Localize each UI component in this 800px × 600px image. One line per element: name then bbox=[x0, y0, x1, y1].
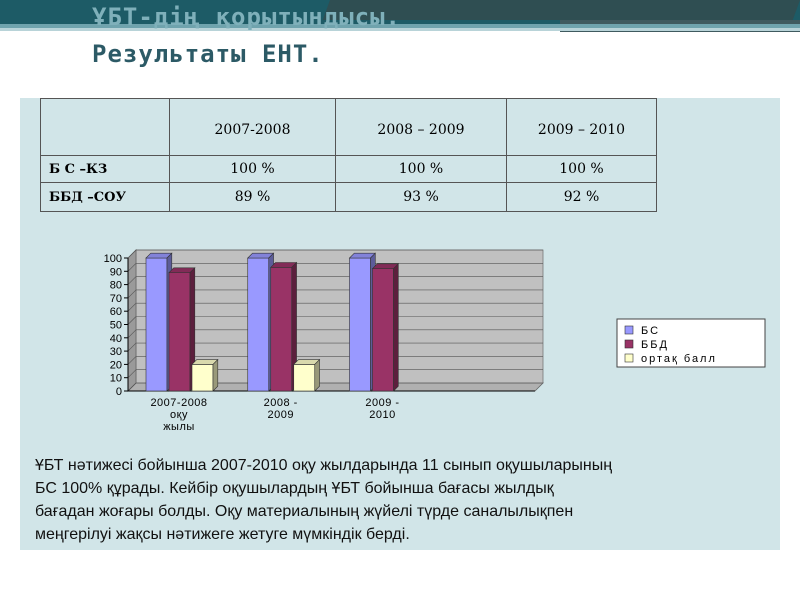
legend-swatch bbox=[625, 326, 633, 334]
paragraph-line: БС 100% құрады. Кейбір оқушылардың ҰБТ бойынша бағасы жылдық bbox=[35, 480, 554, 497]
x-tick-label: 2010 bbox=[369, 409, 396, 421]
bar bbox=[169, 273, 190, 391]
bar bbox=[192, 364, 213, 391]
table-cell: 93 % bbox=[336, 183, 507, 212]
y-tick-label: 80 bbox=[109, 279, 122, 292]
bar bbox=[271, 267, 292, 391]
results-table bbox=[40, 98, 657, 211]
y-tick-label: 60 bbox=[109, 306, 122, 319]
legend-label: ББД bbox=[641, 339, 669, 351]
x-tick-label: 2009 bbox=[267, 409, 294, 421]
legend-label: БС bbox=[641, 325, 661, 337]
row-label: ББД –СОУ bbox=[41, 183, 170, 212]
y-tick-label: 100 bbox=[103, 253, 122, 265]
paragraph-line: ҰБТ нәтижесі бойынша 2007-2010 оқу жылдарында 11 сынып оқушыларының bbox=[35, 457, 613, 474]
table-cell: 89 % bbox=[170, 183, 336, 212]
y-tick-label: 90 bbox=[109, 266, 122, 279]
x-tick-label: 2007-2008 bbox=[150, 397, 208, 409]
bar-side bbox=[315, 360, 320, 391]
bar bbox=[373, 269, 394, 391]
y-tick-label: 50 bbox=[109, 319, 122, 332]
y-tick-label: 30 bbox=[109, 346, 122, 359]
y-tick-label: 0 bbox=[115, 386, 122, 398]
bar-side bbox=[394, 264, 399, 391]
bar bbox=[146, 258, 167, 391]
table-header-cell: 2009 – 2010 bbox=[507, 99, 657, 156]
table-cell: 92 % bbox=[507, 183, 657, 212]
legend-label: ортақ балл bbox=[641, 353, 717, 365]
row-label: Б С –КЗ bbox=[41, 156, 170, 183]
x-tick-label: 2008 - bbox=[263, 397, 298, 409]
bar-side bbox=[213, 360, 218, 391]
bar bbox=[248, 258, 269, 391]
legend-swatch bbox=[625, 354, 633, 362]
paragraph-line: бағадан жоғары болды. Оқу материалының жүйелі түрде саналылықпен bbox=[35, 503, 574, 520]
y-tick-label: 10 bbox=[109, 372, 122, 385]
results-bar-chart bbox=[80, 244, 770, 440]
y-tick-label: 20 bbox=[109, 359, 122, 372]
x-tick-label: жылы bbox=[163, 421, 195, 433]
y-tick-label: 40 bbox=[109, 332, 122, 345]
table-row bbox=[41, 183, 657, 212]
paragraph-line: меңгерілуі жақсы нәтижеге жетуге мүмкіндік берді. bbox=[35, 526, 410, 543]
table-cell: 100 % bbox=[170, 156, 336, 183]
table-row bbox=[41, 156, 657, 183]
slide-title-kazakh: ҰБТ-дің қорытындысы. bbox=[92, 3, 401, 31]
x-tick-label: 2009 - bbox=[365, 397, 400, 409]
table-cell: 100 % bbox=[336, 156, 507, 183]
table-header-row bbox=[41, 99, 657, 156]
bar bbox=[350, 258, 371, 391]
bar bbox=[294, 364, 315, 391]
table-header-cell: 2007-2008 bbox=[170, 99, 336, 156]
summary-paragraph bbox=[35, 454, 775, 546]
table-cell: 100 % bbox=[507, 156, 657, 183]
legend-swatch bbox=[625, 340, 633, 348]
table-header-cell: 2008 – 2009 bbox=[336, 99, 507, 156]
x-tick-label: оқу bbox=[170, 409, 188, 421]
y-tick-label: 70 bbox=[109, 292, 122, 305]
table-header-cell bbox=[41, 99, 170, 156]
slide-title-russian: Результаты ЕНТ. bbox=[92, 40, 324, 68]
